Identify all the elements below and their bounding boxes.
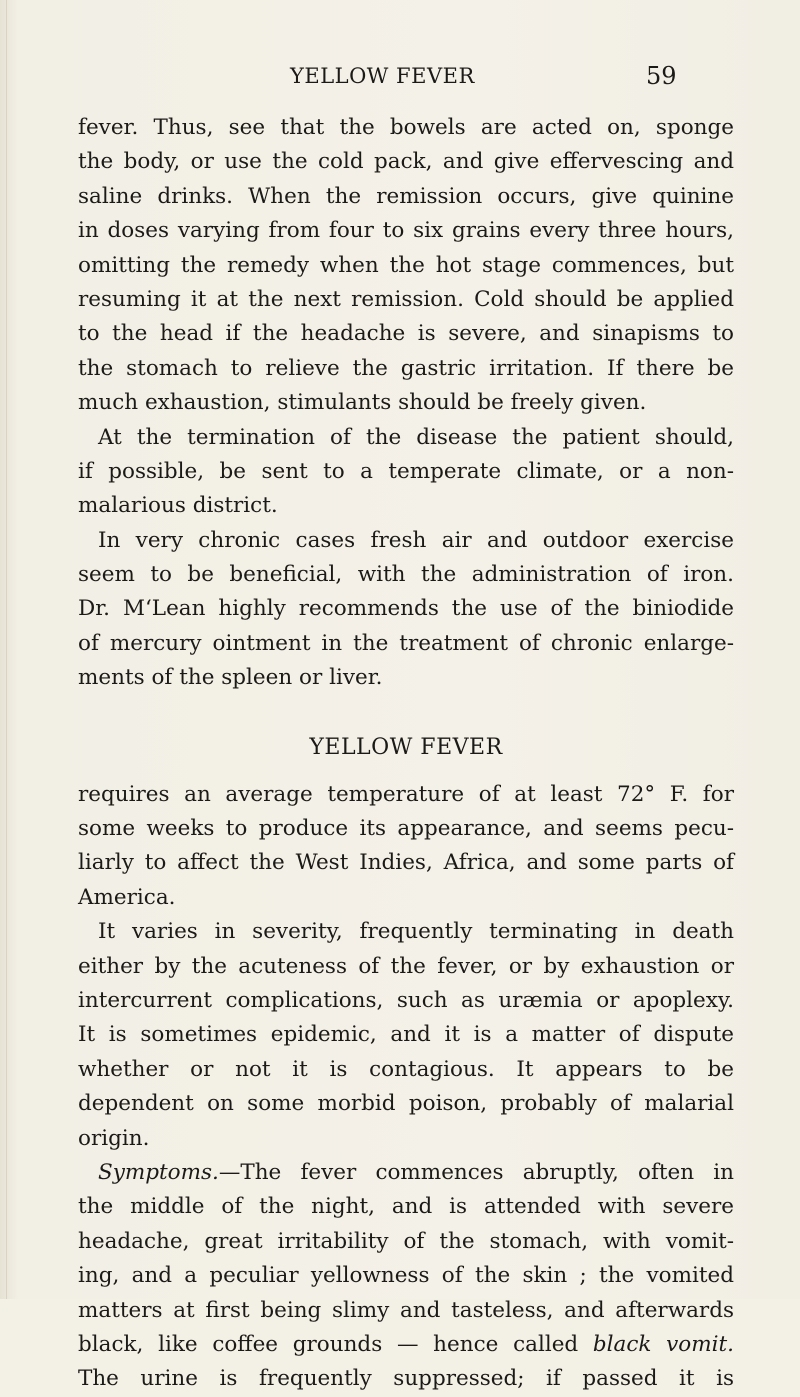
paragraph-symptoms (78, 1156, 734, 1397)
text-line: It varies in severity, frequently terminating in death (98, 919, 734, 945)
text-line: Dr. M‘Lean highly recommends the use of the biniodide (78, 596, 734, 622)
text-line: if possible, be sent to a temperate climate, or a non- (78, 458, 734, 484)
text-line: whether or not it is contagious. It appears to be (78, 1056, 734, 1082)
text-line: In very chronic cases fresh air and outdoor exercise (98, 527, 734, 553)
text-line: much exhaustion, stimulants should be freely given. (78, 390, 647, 416)
running-head: YELLOW FEVER (290, 64, 475, 88)
text-line: ing, and a peculiar yellowness of the skin ; the vomited (78, 1263, 734, 1289)
text-line: dependent on some morbid poison, probably of malarial (78, 1091, 734, 1117)
text-line: liarly to affect the West Indies, Africa, and some parts of (78, 850, 734, 876)
body-text (78, 111, 734, 1397)
text-line: in doses varying from four to six grains every three hours, (78, 218, 734, 244)
text-line: It is sometimes epidemic, and it is a matter of dispute (78, 1022, 734, 1048)
text-line (78, 1156, 734, 1190)
text-line: ments of the spleen or liver. (78, 665, 383, 691)
text-line: the body, or use the cold pack, and give effervescing and (78, 149, 734, 175)
section-heading: YELLOW FEVER (309, 734, 503, 760)
page-header (0, 64, 800, 96)
paragraph-treatment-continued (78, 111, 734, 421)
text-line: malarious district. (78, 493, 278, 519)
symptoms-heading: Symptoms. (98, 1159, 219, 1185)
text-line: intercurrent complications, such as uræmia or apoplexy. (78, 987, 734, 1013)
text-line: requires an average temperature of at least 72° F. for (78, 781, 734, 807)
paragraph-yellow-fever-intro (78, 778, 734, 916)
text-line: headache, great irritability of the stomach, with vomit- (78, 1228, 734, 1254)
paragraph-chronic-cases (78, 524, 734, 696)
text-line: At the termination of the disease the patient should, (98, 424, 734, 450)
text-line: to the head if the headache is severe, and sinapisms to (78, 321, 734, 347)
text-line: saline drinks. When the remission occurs, give quinine (78, 183, 734, 209)
text-line: America. (78, 884, 176, 910)
black-vomit-term: black vomit. (592, 1331, 734, 1357)
page-gutter-edge (6, 0, 7, 1299)
text-line: fever. Thus, see that the bowels are acted on, sponge (78, 115, 734, 140)
paragraph-termination (78, 421, 734, 524)
text-line: of mercury ointment in the treatment of chronic enlarge- (78, 630, 734, 656)
text-line: seem to be beneficial, with the administration of iron. (78, 562, 734, 588)
page-number: 59 (646, 62, 677, 90)
text-line: the stomach to relieve the gastric irritation. If there be (78, 355, 734, 381)
text-line: the middle of the night, and is attended with severe (78, 1194, 734, 1220)
text-line: some weeks to produce its appearance, and seems pecu- (78, 816, 734, 842)
text-line: origin. (78, 1125, 150, 1151)
paragraph-severity (78, 915, 734, 1156)
text-line: The urine is frequently suppressed; if passed it is (78, 1366, 734, 1392)
text-line: omitting the remedy when the hot stage commences, but (78, 252, 734, 278)
text-line: resuming it at the next remission. Cold should be applied (78, 286, 734, 312)
text-line: matters at first being slimy and tasteless, and afterwards (78, 1297, 734, 1323)
text-span: black, like coffee grounds — hence called (78, 1331, 593, 1357)
text-line (78, 1328, 734, 1362)
text-span: —The fever commences abruptly, often in (218, 1159, 734, 1185)
text-line: either by the acuteness of the fever, or by exhaustion or (78, 953, 734, 979)
